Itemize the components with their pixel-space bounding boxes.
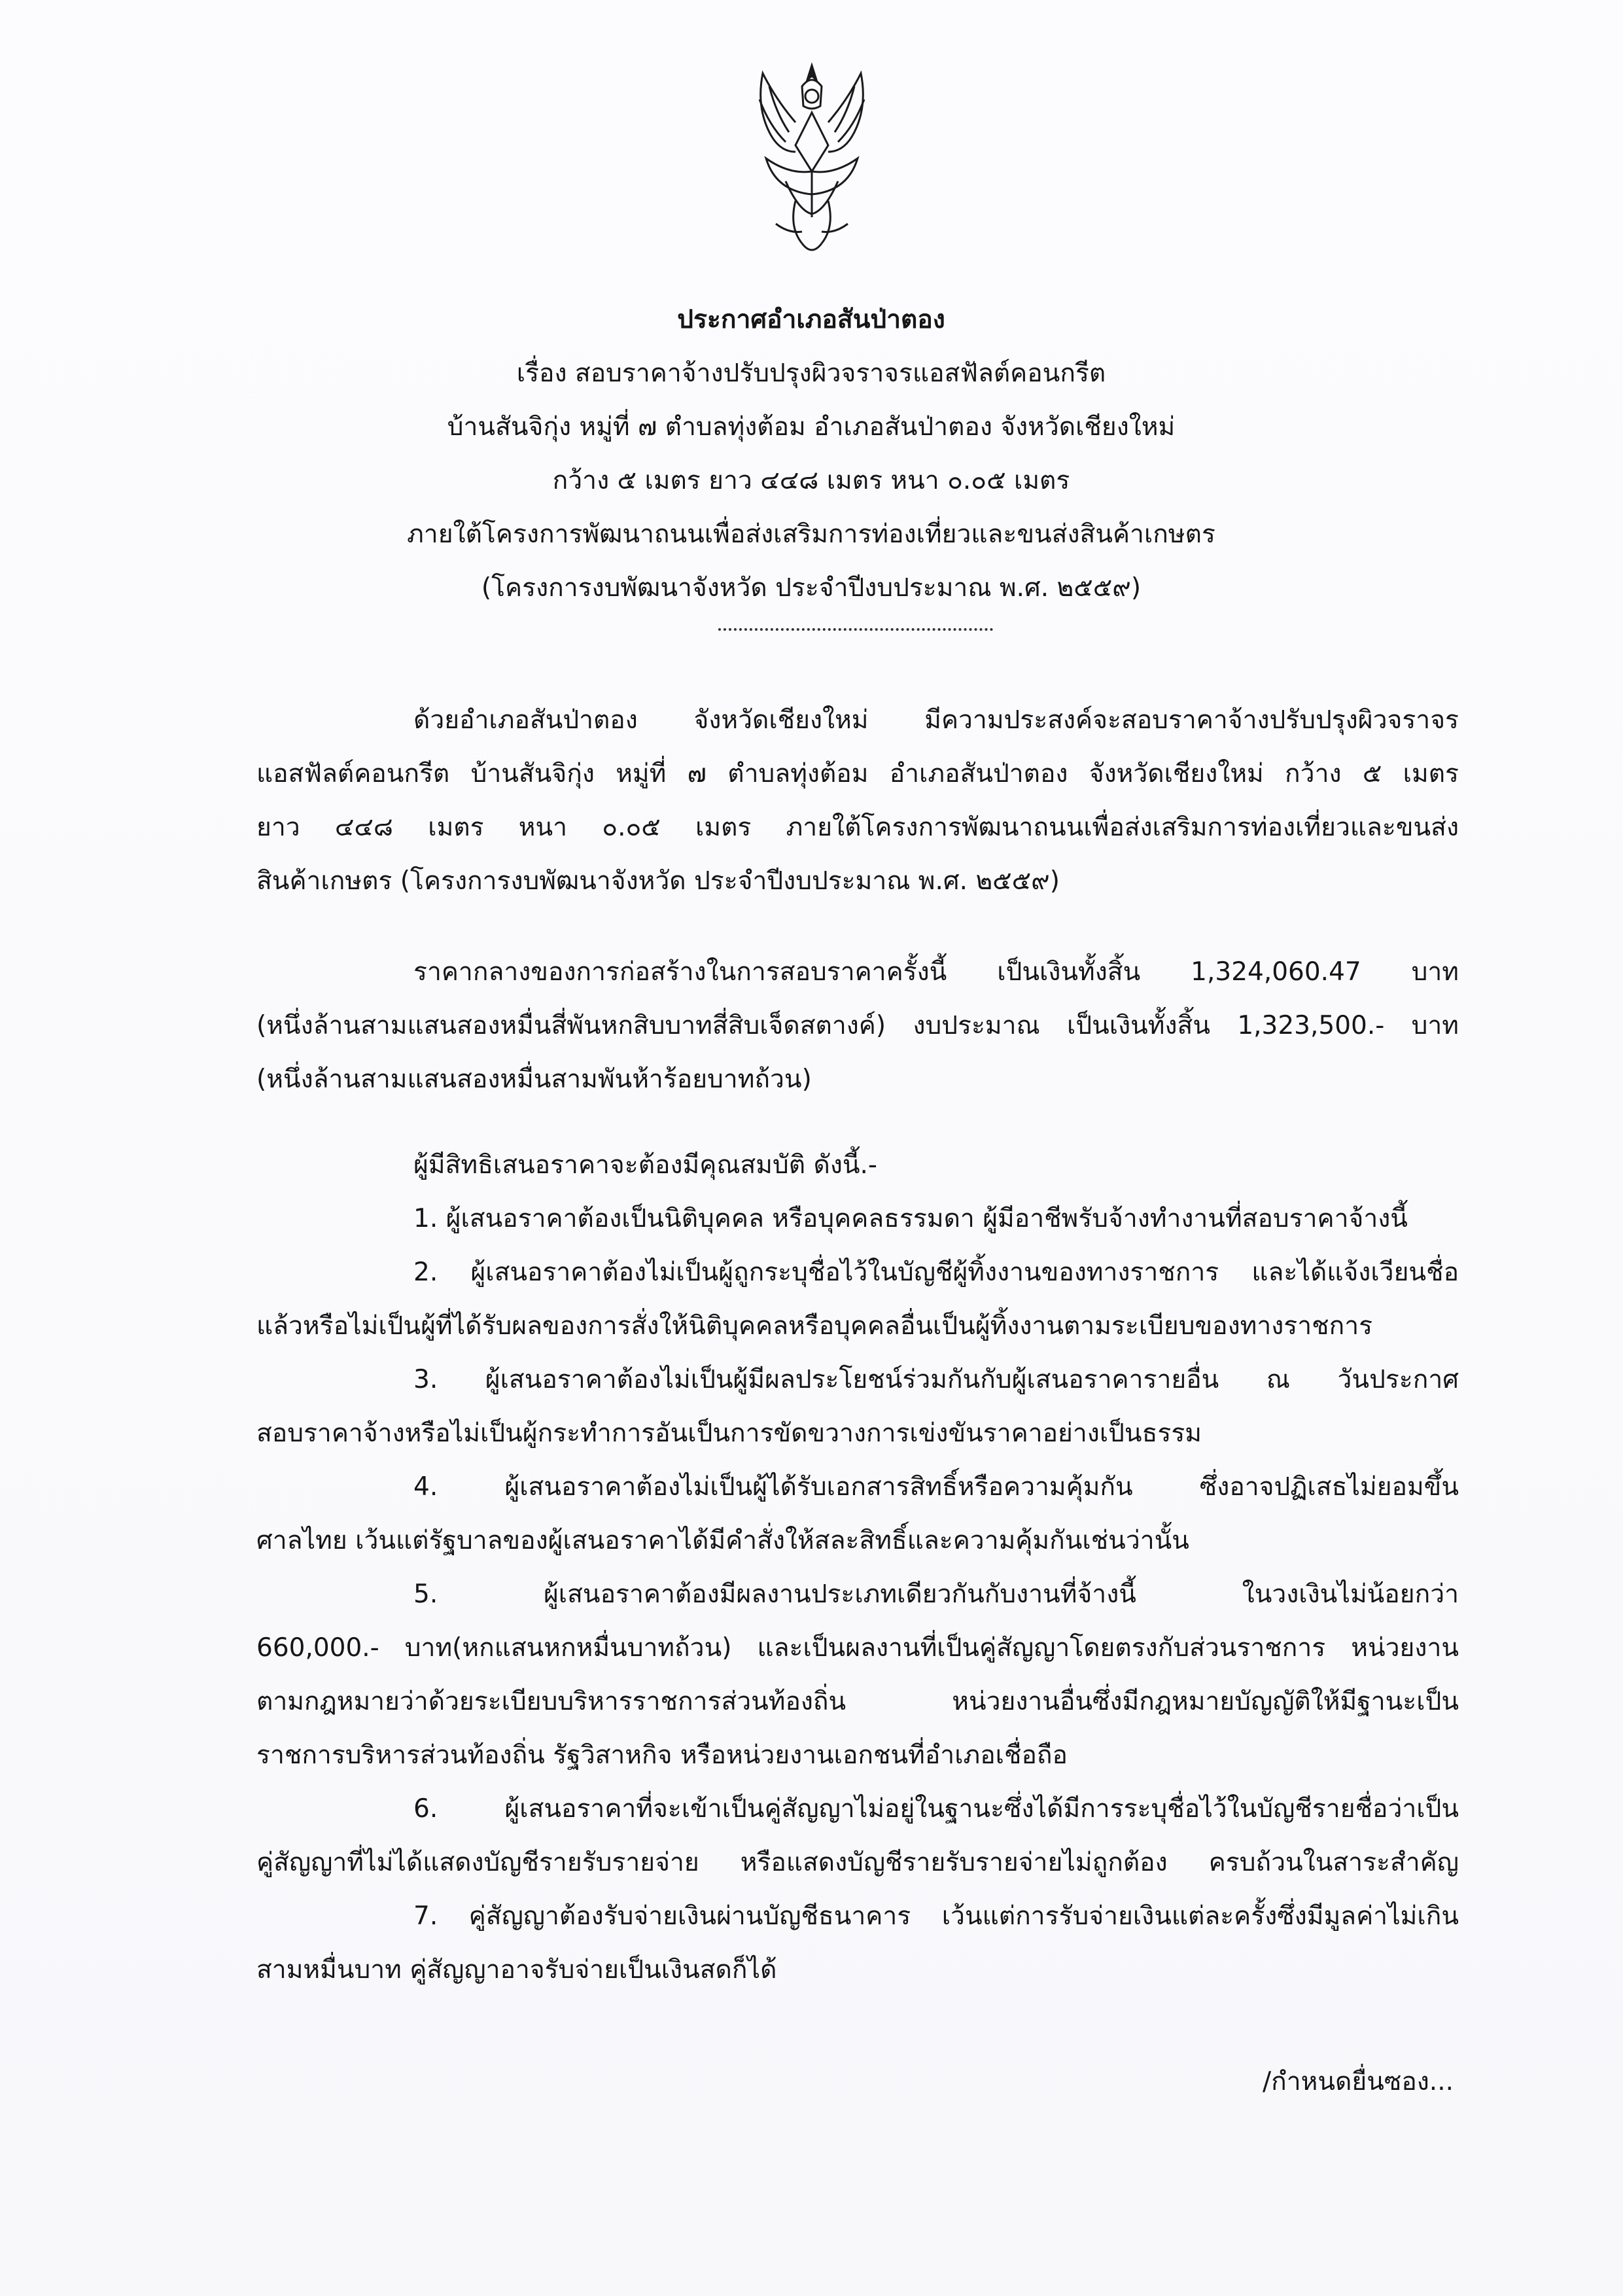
qualification-item-3: 3. ผู้เสนอราคาต้องไม่เป็นผู้มีผลประโยชน์ร่วมกันกับผู้เสนอราคารายอื่น ณ วันประกาศ <box>413 1365 1459 1394</box>
qualification-item-5-cont: 660,000.- บาท(หกแสนหกหมื่นบาทถ้วน) และเป็นผลงานที่เป็นคู่สัญญาโดยตรงกับส่วนราชการ หน่วยงาน <box>256 1633 1459 1663</box>
qualifications-section <box>256 1139 1459 1997</box>
qualification-item-2-cont: แล้วหรือไม่เป็นผู้ที่ได้รับผลของการสั่งให้นิติบุคคลหรือบุคคลอื่นเป็นผู้ทิ้งงานตามระเบียบของทางราชการ <box>256 1311 1373 1341</box>
qualification-item-6: 6. ผู้เสนอราคาที่จะเข้าเป็นคู่สัญญาไม่อยู่ในฐานะซึ่งได้มีการระบุชื่อไว้ในบัญชีรายชื่อว่าเป็น <box>413 1794 1459 1824</box>
price-line: (หนึ่งล้านสามแสนสองหมื่นสี่พันหกสิบบาทสี่สิบเจ็ดสตางค์) งบประมาณ เป็นเงินทั้งสิ้น 1,323,500.- บาท <box>256 1011 1459 1040</box>
qualification-item-4-cont: ศาลไทย เว้นแต่รัฐบาลของผู้เสนอราคาได้มีคำสั่งให้สละสิทธิ์และความคุ้มกันเช่นว่านั้น <box>256 1526 1189 1555</box>
intro-paragraph <box>256 694 1459 908</box>
qualification-item-2: 2. ผู้เสนอราคาต้องไม่เป็นผู้ถูกระบุชื่อไว้ในบัญชีผู้ทิ้งงานของทางราชการ และได้แจ้งเวียนชื่อ <box>413 1258 1459 1287</box>
qualifications-heading: ผู้มีสิทธิเสนอราคาจะต้องมีคุณสมบัติ ดังนี้.- <box>413 1150 877 1180</box>
announcement-header <box>196 293 1426 615</box>
qualification-item-1: 1. ผู้เสนอราคาต้องเป็นนิติบุคคล หรือบุคคลธรรมดา ผู้มีอาชีพรับจ้างทำงานที่สอบราคาจ้างนี้ <box>413 1204 1408 1233</box>
price-line: ราคากลางของการก่อสร้างในการสอบราคาครั้งนี้ เป็นเงินทั้งสิ้น 1,324,060.47 บาท <box>413 957 1459 987</box>
qualification-item-7-cont: สามหมื่นบาท คู่สัญญาอาจรับจ่ายเป็นเงินสดก็ได้ <box>256 1955 777 1985</box>
intro-line: ด้วยอำเภอสันป่าตอง จังหวัดเชียงใหม่ มีความประสงค์จะสอบราคาจ้างปรับปรุงผิวจราจร <box>413 705 1459 735</box>
qualification-item-7: 7. คู่สัญญาต้องรับจ่ายเงินผ่านบัญชีธนาคาร เว้นแต่การรับจ่ายเงินแต่ละครั้งซึ่งมีมูลค่าไม่เกิน <box>413 1901 1459 1931</box>
intro-line: แอสฟัลต์คอนกรีต บ้านสันจิกุ่ง หมู่ที่ ๗ ตำบลทุ่งต้อม อำเภอสันป่าตอง จังหวัดเชียงใหม่ กว้าง ๕ เมตร <box>256 759 1459 788</box>
qualification-item-3-cont: สอบราคาจ้างหรือไม่เป็นผู้กระทำการอันเป็นการขัดขวางการเข่งขันราคาอย่างเป็นธรรม <box>256 1419 1202 1448</box>
location-line: บ้านสันจิกุ่ง หมู่ที่ ๗ ตำบลทุ่งต้อม อำเภอสันป่าตอง จังหวัดเชียงใหม่ <box>447 412 1176 442</box>
intro-line: ยาว ๔๔๘ เมตร หนา ๐.๐๕ เมตร ภายใต้โครงการพัฒนาถนนเพื่อส่งเสริมการท่องเที่ยวและขนส่ง <box>256 813 1459 842</box>
budget-program-line: (โครงการงบพัฒนาจังหวัด ประจำปีงบประมาณ พ.ศ. ๒๕๕๙) <box>481 573 1142 603</box>
project-line: ภายใต้โครงการพัฒนาถนนเพื่อส่งเสริมการท่องเที่ยวและขนส่งสินค้าเกษตร <box>407 520 1215 549</box>
qualification-item-5: 5. ผู้เสนอราคาต้องมีผลงานประเภทเดียวกันกับงานที่จ้างนี้ ในวงเงินไม่น้อยกว่า <box>413 1580 1459 1609</box>
subject-line: เรื่อง สอบราคาจ้างปรับปรุงผิวจราจรแอสฟัลต์คอนกรีต <box>516 359 1106 388</box>
announcement-title: ประกาศอำเภอสันป่าตอง <box>677 305 945 334</box>
qualification-item-6-cont: คู่สัญญาที่ไม่ได้แสดงบัญชีรายรับรายจ่าย หรือแสดงบัญชีรายรับรายจ่ายไม่ถูกต้อง ครบถ้วนในสาระสำคัญ <box>256 1848 1459 1877</box>
price-paragraph <box>256 945 1459 1106</box>
qualification-item-5-cont: ราชการบริหารส่วนท้องถิ่น รัฐวิสาหกิจ หรือหน่วยงานเอกชนที่อำเภอเชื่อถือ <box>256 1740 1068 1770</box>
intro-line: สินค้าเกษตร (โครงการงบพัฒนาจังหวัด ประจำปีงบประมาณ พ.ศ. ๒๕๕๙) <box>256 866 1060 896</box>
qualification-item-5-cont: ตามกฎหมายว่าด้วยระเบียบบริหารราชการส่วนท้องถิ่น หน่วยงานอื่นซึ่งมีกฎหมายบัญญัติให้มีฐานะเป็น <box>256 1687 1459 1716</box>
header-divider <box>718 628 993 631</box>
next-page-marker: /กำหนดยื่นซอง... <box>1263 2067 1454 2096</box>
dimensions-line: กว้าง ๕ เมตร ยาว ๔๔๘ เมตร หนา ๐.๐๕ เมตร <box>552 466 1070 495</box>
price-line: (หนึ่งล้านสามแสนสองหมื่นสามพันห้าร้อยบาทถ้วน) <box>256 1065 812 1094</box>
qualification-item-4: 4. ผู้เสนอราคาต้องไม่เป็นผู้ได้รับเอกสารสิทธิ์หรือความคุ้มกัน ซึ่งอาจปฏิเสธไม่ยอมขึ้น <box>413 1472 1459 1502</box>
garuda-emblem-icon <box>750 60 874 263</box>
